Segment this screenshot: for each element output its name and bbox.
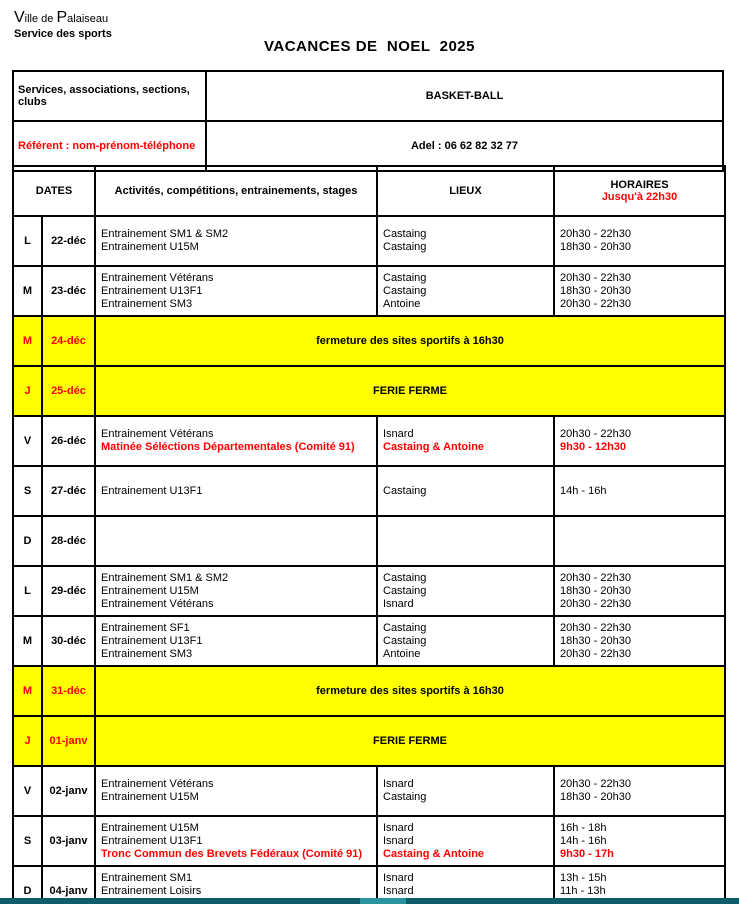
activities-cell: [95, 566, 377, 616]
day-cell: V: [13, 766, 42, 816]
horaires-cell: [554, 466, 725, 516]
info-table: [12, 70, 724, 172]
schedule-row: [13, 816, 725, 866]
day-cell: J: [13, 716, 42, 766]
lieux-cell: [377, 816, 554, 866]
schedule-line: Entrainement Vétérans: [101, 428, 214, 440]
horaires-title: HORAIRES: [610, 179, 669, 191]
logo-service-line: Service des sports: [14, 28, 112, 40]
horaires-cell: [554, 616, 725, 666]
schedule-row: [13, 416, 725, 466]
date-cell: 28-déc: [42, 516, 95, 566]
schedule-line: Isnard: [383, 428, 414, 440]
schedule-line: Castaing: [383, 484, 427, 497]
date-cell: 29-déc: [42, 566, 95, 616]
schedule-line: Castaing: [383, 284, 427, 297]
horaires-cell: [554, 266, 725, 316]
activities-cell: [95, 216, 377, 266]
lieux-cell: [377, 616, 554, 666]
schedule-line: Entrainement U15M: [101, 241, 199, 253]
schedule-line: Antoine: [383, 647, 421, 660]
schedule-row: [13, 516, 725, 566]
schedule-line: 11h - 13h: [560, 884, 606, 897]
date-cell: 23-déc: [42, 266, 95, 316]
col-header-horaires: [554, 166, 725, 216]
day-cell: D: [13, 866, 42, 904]
schedule-line: 20h30 - 22h30: [560, 571, 631, 584]
day-cell: M: [13, 616, 42, 666]
closure-message: FERIE FERME: [95, 716, 725, 766]
horaires-cell: [554, 816, 725, 866]
date-cell: 04-janv: [42, 866, 95, 904]
schedule-line: 9h30 - 17h: [560, 847, 614, 860]
lieux-cell: [377, 566, 554, 616]
referent-label: Référent : nom-prénom-téléphone: [13, 121, 206, 171]
schedule-line: Entrainement U15M: [101, 821, 199, 834]
schedule-line: Castaing & Antoine: [383, 441, 485, 453]
schedule-row: [13, 566, 725, 616]
schedule-row: [13, 616, 725, 666]
day-cell: V: [13, 416, 42, 466]
schedule-line: Isnard: [383, 821, 414, 834]
schedule-line: Antoine: [383, 297, 421, 310]
schedule-body: [13, 216, 725, 904]
logo-text: alaiseau: [67, 13, 109, 25]
schedule-line: 18h30 - 20h30: [560, 241, 631, 253]
schedule-line: Castaing & Antoine: [383, 847, 485, 860]
schedule-line: 16h - 18h: [560, 821, 607, 834]
schedule-line: Entrainement SM3: [101, 647, 193, 660]
schedule-row: [13, 766, 725, 816]
activities-cell: [95, 416, 377, 466]
schedule-line: Entrainement U15M: [101, 791, 199, 803]
closure-message: fermeture des sites sportifs à 16h30: [95, 316, 725, 366]
schedule-line: 13h - 15h: [560, 871, 607, 884]
logo-city-name: [14, 10, 112, 27]
schedule-line: Entrainement Loisirs: [101, 884, 202, 897]
info-row-referent: [13, 121, 723, 171]
page-title: VACANCES DE NOEL 2025: [263, 38, 475, 55]
date-cell: 22-déc: [42, 216, 95, 266]
day-cell: S: [13, 466, 42, 516]
closure-message: FERIE FERME: [95, 366, 725, 416]
day-cell: L: [13, 566, 42, 616]
schedule-table: [12, 165, 726, 904]
lieux-cell: [377, 766, 554, 816]
date-cell: 31-déc: [42, 666, 95, 716]
schedule-line: Entrainement Vétérans: [101, 597, 214, 610]
lieux-cell: [377, 416, 554, 466]
col-header-activities: Activités, compétitions, entrainements, stages: [95, 166, 377, 216]
schedule-line: 20h30 - 22h30: [560, 271, 631, 284]
schedule-line: Entrainement Vétérans: [101, 271, 214, 284]
schedule-line: 20h30 - 22h30: [560, 647, 631, 660]
schedule-line: Isnard: [383, 834, 414, 847]
activities-cell: [95, 466, 377, 516]
activities-cell: [95, 266, 377, 316]
horaires-cell: [554, 566, 725, 616]
schedule-line: Entrainement U15M: [101, 584, 199, 597]
day-cell: M: [13, 266, 42, 316]
schedule-line: Entrainement U13F1: [101, 834, 203, 847]
schedule-line: Entrainement SM3: [101, 297, 193, 310]
schedule-line: Matinée Séléctions Départementales (Comité 91): [101, 441, 355, 453]
schedule-line: Entrainement U13F1: [101, 484, 203, 497]
schedule-line: Castaing: [383, 634, 427, 647]
schedule-row: [13, 216, 725, 266]
scrollbar-thumb[interactable]: [360, 898, 406, 904]
schedule-line: 20h30 - 22h30: [560, 228, 631, 240]
logo-letter: V: [14, 9, 25, 26]
schedule-line: Isnard: [383, 597, 414, 610]
schedule-line: Castaing: [383, 271, 427, 284]
clubs-label: Services, associations, sections, clubs: [13, 71, 206, 121]
activities-cell: [95, 516, 377, 566]
schedule-line: 20h30 - 22h30: [560, 428, 631, 440]
logo-text: ille de: [24, 13, 57, 25]
lieux-cell: [377, 266, 554, 316]
schedule-line: 20h30 - 22h30: [560, 778, 631, 790]
schedule-line: Castaing: [383, 228, 427, 240]
horaires-note: Jusqu'à 22h30: [601, 191, 678, 203]
date-cell: 02-janv: [42, 766, 95, 816]
date-cell: 24-déc: [42, 316, 95, 366]
schedule-line: 18h30 - 20h30: [560, 634, 631, 647]
schedule-line: Entrainement U13F1: [101, 284, 203, 297]
date-cell: 03-janv: [42, 816, 95, 866]
schedule-line: Isnard: [383, 778, 414, 790]
sport-name: BASKET-BALL: [206, 71, 723, 121]
schedule-line: 14h - 16h: [560, 484, 607, 497]
col-header-lieux: LIEUX: [377, 166, 554, 216]
referent-contact: Adel : 06 62 82 32 77: [206, 121, 723, 171]
lieux-cell: [377, 466, 554, 516]
activities-cell: [95, 816, 377, 866]
horaires-cell: [554, 216, 725, 266]
date-cell: 25-déc: [42, 366, 95, 416]
schedule-line: 9h30 - 12h30: [560, 441, 627, 453]
header-row: [13, 166, 725, 216]
schedule-line: Isnard: [383, 871, 414, 884]
schedule-line: 20h30 - 22h30: [560, 297, 631, 310]
horaires-cell: [554, 416, 725, 466]
schedule-line: 18h30 - 20h30: [560, 791, 631, 803]
date-cell: 30-déc: [42, 616, 95, 666]
schedule-line: 20h30 - 22h30: [560, 597, 631, 610]
schedule-line: Entrainement SM1 & SM2: [101, 571, 229, 584]
schedule-line: Entrainement SF1: [101, 621, 190, 634]
horaires-cell: [554, 516, 725, 566]
schedule-line: 18h30 - 20h30: [560, 584, 631, 597]
info-row-club: [13, 71, 723, 121]
schedule-line: Entrainement SM1 & SM2: [101, 228, 229, 240]
horizontal-scrollbar[interactable]: [0, 898, 739, 904]
schedule-line: Entrainement SM1: [101, 871, 193, 884]
date-cell: 26-déc: [42, 416, 95, 466]
schedule-row: [13, 466, 725, 516]
schedule-line: Isnard: [383, 884, 414, 897]
day-cell: M: [13, 316, 42, 366]
closure-message: fermeture des sites sportifs à 16h30: [95, 666, 725, 716]
schedule-line: 14h - 16h: [560, 834, 607, 847]
activities-cell: [95, 766, 377, 816]
lieux-cell: [377, 216, 554, 266]
schedule-line: Entrainement U13F1: [101, 634, 203, 647]
schedule-line: Castaing: [383, 621, 427, 634]
date-cell: 27-déc: [42, 466, 95, 516]
schedule-line: Tronc Commun des Brevets Fédéraux (Comité 91): [101, 847, 363, 860]
closed-row: [13, 716, 725, 766]
activities-cell: [95, 616, 377, 666]
schedule-line: Entrainement Vétérans: [101, 778, 214, 790]
schedule-line: Castaing: [383, 241, 427, 253]
day-cell: L: [13, 216, 42, 266]
schedule-line: Castaing: [383, 571, 427, 584]
schedule-line: Castaing: [383, 584, 427, 597]
schedule-row: [13, 266, 725, 316]
day-cell: S: [13, 816, 42, 866]
closed-row: [13, 366, 725, 416]
schedule-line: Castaing: [383, 791, 427, 803]
closed-row: [13, 316, 725, 366]
date-cell: 01-janv: [42, 716, 95, 766]
logo-letter: P: [56, 9, 68, 26]
day-cell: D: [13, 516, 42, 566]
schedule-line: 18h30 - 20h30: [560, 284, 631, 297]
day-cell: M: [13, 666, 42, 716]
day-cell: J: [13, 366, 42, 416]
schedule-line: 20h30 - 22h30: [560, 621, 631, 634]
lieux-cell: [377, 516, 554, 566]
closed-row: [13, 666, 725, 716]
horaires-cell: [554, 766, 725, 816]
col-header-dates: DATES: [13, 166, 95, 216]
